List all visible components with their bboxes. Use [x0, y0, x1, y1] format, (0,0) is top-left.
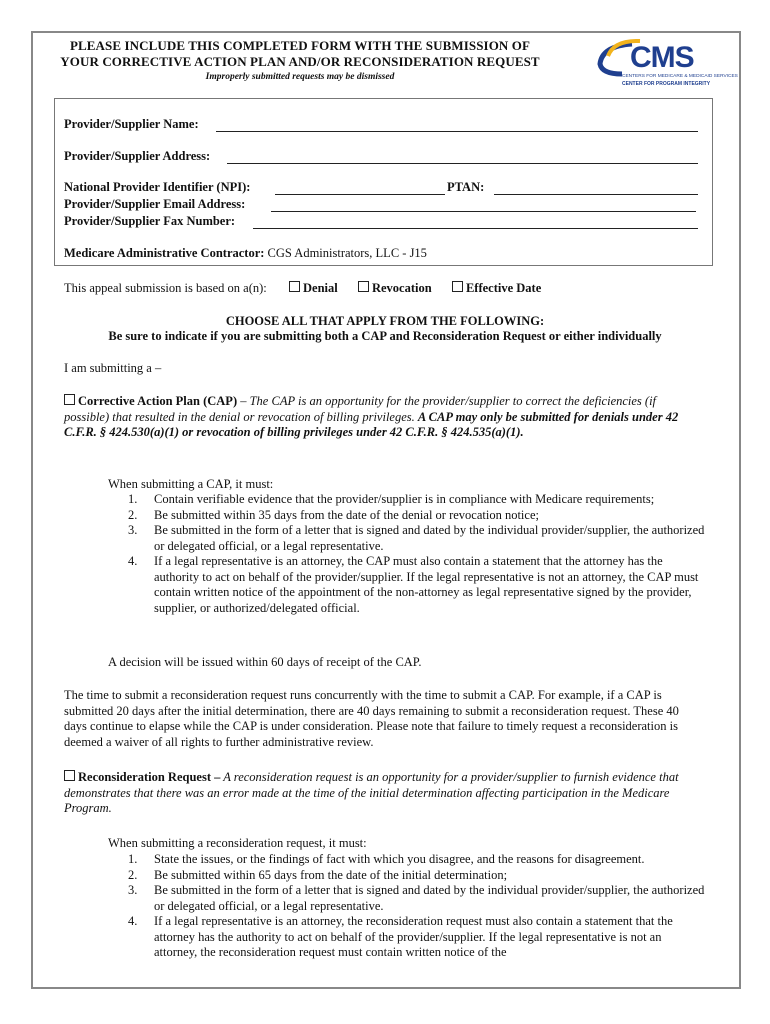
recon-intro: When submitting a reconsideration request, it must: — [108, 836, 367, 850]
cap-section — [64, 394, 704, 441]
recon-checkbox[interactable] — [64, 770, 75, 781]
cms-logo — [592, 38, 738, 92]
list-item: 4. If a legal representative is an attorney, the CAP must also contain a statement that the attorney has the authority to act on behalf of the provider/supplier. If the legal representative is not an attorney, the CAP must contain written notice of the appointment of the non-attorney as legal representative signed by the provider, supplier, or authorized/delegated official. — [128, 554, 699, 615]
mac-label: Medicare Administrative Contractor: — [64, 246, 265, 260]
npi-field[interactable] — [275, 194, 445, 195]
effective-date-checkbox[interactable] — [452, 281, 463, 292]
mac-row — [64, 246, 427, 261]
provider-name-label: Provider/Supplier Name: — [64, 117, 199, 131]
list-item: 2. Be submitted within 35 days from the date of the denial or revocation notice; — [128, 507, 539, 522]
ptan-label: PTAN: — [447, 180, 485, 194]
cap-restriction: A CAP may only be submitted for denials under 42 C.F.R. § 424.530(a)(1) or revocation of billing privileges under 42 C.F.R. § 424.535(a)(1). — [64, 409, 679, 439]
appeal-option-effective-date[interactable]: Effective Date — [452, 281, 541, 295]
list-item: 3. Be submitted in the form of a letter that is signed and dated by the individual provider/supplier, the authorized or delegated official, or a legal representative. — [128, 883, 705, 913]
cms-tagline: CENTERS FOR MEDICARE & MEDICAID SERVICES — [622, 74, 738, 79]
appeal-prompt: This appeal submission is based on a(n): — [64, 281, 267, 295]
appeal-option-denial[interactable]: Denial — [289, 281, 338, 295]
denial-checkbox[interactable] — [289, 281, 300, 292]
timing-paragraph: The time to submit a reconsideration request runs concurrently with the time to submit a CAP. For example, if a CAP is submitted 20 days after the initial determination, there are 40 days remaining to submit a reconsideration request. These 40 days continue to elapse while the CAP is under consideration. Please note that failure to timely request a reconsideration is deemed a waiver of all rights to further administrative review. — [64, 688, 679, 749]
cap-description: – The CAP is an opportunity for the provider/supplier to correct the deficiencies (if possible) that resulted in the denial or revocation of billing privileges. — [64, 394, 657, 424]
email-field[interactable] — [271, 211, 696, 212]
revocation-checkbox[interactable] — [358, 281, 369, 292]
cap-intro: When submitting a CAP, it must: — [108, 477, 274, 491]
fax-label: Provider/Supplier Fax Number: — [64, 214, 236, 228]
form-header — [40, 38, 560, 82]
email-label: Provider/Supplier Email Address: — [64, 197, 246, 211]
choose-subheading: Be sure to indicate if you are submitting both a CAP and Reconsideration Request or either individually — [108, 329, 662, 343]
list-item: 1. Contain verifiable evidence that the provider/supplier is in compliance with Medicare requirements; — [128, 492, 655, 506]
provider-address-field[interactable] — [227, 163, 698, 164]
appeal-option-revocation[interactable]: Revocation — [358, 281, 432, 295]
mac-value: CGS Administrators, LLC - J15 — [267, 246, 427, 260]
cap-requirements — [128, 492, 706, 616]
recon-description: A reconsideration request is an opportunity for a provider/supplier to furnish evidence that demonstrates that there was an error made at the time of the initial determination affecting participation in the Medicare Program. — [64, 770, 679, 815]
list-item: 3. Be submitted in the form of a letter that is signed and dated by the individual provider/supplier, the authorized or delegated official, or a legal representative. — [128, 523, 705, 553]
recon-section — [64, 770, 698, 817]
list-item: 1. State the issues, or the findings of fact with which you disagree, and the reasons for disagreement. — [128, 852, 645, 866]
header-title-line2: YOUR CORRECTIVE ACTION PLAN AND/OR RECONSIDERATION REQUEST — [60, 54, 540, 69]
fax-field[interactable] — [253, 228, 698, 229]
list-item: 4. If a legal representative is an attorney, the reconsideration request must also contain a statement that the attorney has the authority to act on behalf of the provider/supplier. If the legal representative is not an attorney, the reconsideration request must contain written notice of the — [128, 914, 673, 959]
recon-requirements — [128, 852, 706, 961]
provider-name-field[interactable] — [216, 131, 698, 132]
submitting-label: I am submitting a – — [64, 361, 162, 375]
provider-address-label: Provider/Supplier Address: — [64, 149, 211, 163]
cap-checkbox[interactable] — [64, 394, 75, 405]
appeal-row — [64, 281, 541, 297]
cms-center-name: CENTER FOR PROGRAM INTEGRITY — [622, 81, 711, 87]
recon-label: Reconsideration Request – — [78, 770, 221, 784]
list-item: 2. Be submitted within 65 days from the date of the initial determination; — [128, 867, 508, 882]
ptan-field[interactable] — [494, 194, 698, 195]
npi-label: National Provider Identifier (NPI): — [64, 180, 251, 194]
cms-logo-text: CMS — [630, 41, 694, 74]
cap-label: Corrective Action Plan (CAP) — [78, 394, 238, 408]
header-subtitle: Improperly submitted requests may be dismissed — [205, 72, 395, 82]
header-title-line1: PLEASE INCLUDE THIS COMPLETED FORM WITH THE SUBMISSION OF — [69, 38, 531, 53]
choose-heading: CHOOSE ALL THAT APPLY FROM THE FOLLOWING: — [225, 314, 545, 328]
cap-decision: A decision will be issued within 60 days of receipt of the CAP. — [108, 655, 422, 669]
